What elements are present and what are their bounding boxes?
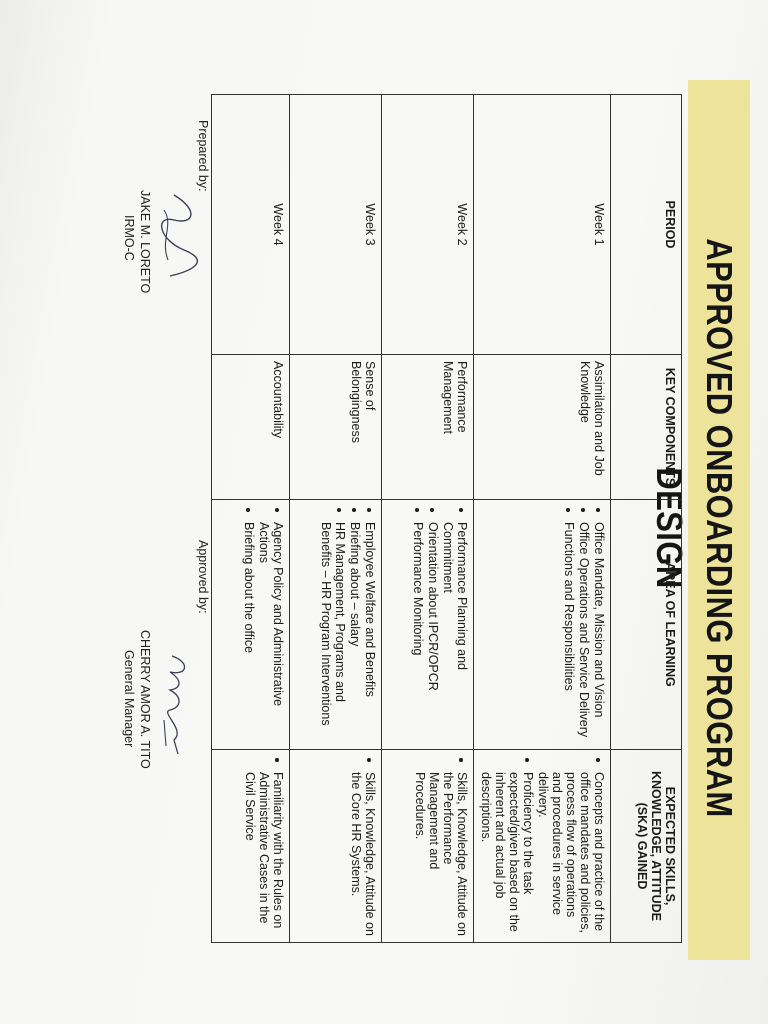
list-item: • Briefing about the office [242, 522, 256, 743]
list-item: • Performance Monitoring [411, 522, 425, 743]
list-item: • Office Mandate, Mission and Vision [592, 522, 606, 743]
header-ska: EXPECTED SKILLS, KNOWLEDGE, ATTITUDE (SKA) GAINED [611, 750, 682, 943]
header-area-of-learning: AREA OF LEARNING [611, 500, 682, 750]
key-component-cell: Assimilation and Job Knowledge [474, 355, 611, 500]
header-period: PERIOD [611, 95, 682, 355]
rotated-document-page [122, 80, 750, 960]
area-of-learning-cell [382, 500, 474, 750]
area-of-learning-cell [474, 500, 611, 750]
ska-cell [290, 750, 382, 943]
approved-by-position: General Manager [122, 650, 136, 748]
period-cell: Week 4 [212, 95, 290, 355]
list-item: • Briefing about – salary [348, 522, 362, 743]
approved-by-name: CHERRY AMOR A. TITO [138, 630, 152, 769]
list-item: • Employee Welfare and Benefits [363, 522, 377, 743]
list-item: • Skills, Knowledge, Attitude on the Core HR Systems. [349, 772, 377, 936]
area-of-learning-cell [290, 500, 382, 750]
list-item: • Orientation about IPCR/OPCR [426, 522, 440, 743]
table-row [382, 95, 474, 943]
onboarding-program-table [211, 94, 682, 943]
ska-cell [474, 750, 611, 943]
period-cell: Week 2 [382, 95, 474, 355]
list-item: • Proficiency to the task expected/given based on the inherent and actual job descriptions. [479, 772, 535, 936]
list-item: • Agency Policy and Administrative Actions [257, 522, 285, 743]
prepared-by-position: IRMO-C [122, 215, 136, 261]
area-of-learning-cell [212, 500, 290, 750]
key-component-cell: Accountability [212, 355, 290, 500]
period-cell: Week 1 [474, 95, 611, 355]
table-row [474, 95, 611, 943]
list-item: • Skills, Knowledge, Attitude on the Performance Management and Procedures. [413, 772, 469, 936]
table-header-row [611, 95, 682, 943]
list-item: • Concepts and practice of the office mandates and policies, process flow of operations and procedures in service delivery. [536, 772, 606, 936]
approved-by-label: Approved by: [196, 540, 210, 614]
key-component-cell: Sense of Belongingness [290, 355, 382, 500]
header-key-components: KEY COMPONENTS [611, 355, 682, 500]
table-row [212, 95, 290, 943]
document-title: APPROVED ONBOARDING PROGRAM DESIGN [649, 238, 740, 818]
prepared-signature [154, 190, 204, 280]
list-item: • Performance Planning and Commitment [441, 522, 469, 743]
ska-cell [382, 750, 474, 943]
table-row [290, 95, 382, 943]
list-item: • Office Operations and Service Delivery [577, 522, 591, 743]
prepared-by-label: Prepared by: [196, 120, 210, 192]
approved-signature [154, 650, 200, 760]
ska-cell [212, 750, 290, 943]
list-item: • Functions and Responsibilities [562, 522, 576, 743]
period-cell: Week 3 [290, 95, 382, 355]
list-item: • HR Management, Programs and Benefits – HR Program Interventions [319, 522, 347, 743]
prepared-by-name: JAKE M. LORETO [138, 190, 152, 294]
list-item: • Familiarity with the Rules on Administrative Cases in the Civil Service [243, 772, 285, 936]
key-component-cell: Performance Management [382, 355, 474, 500]
